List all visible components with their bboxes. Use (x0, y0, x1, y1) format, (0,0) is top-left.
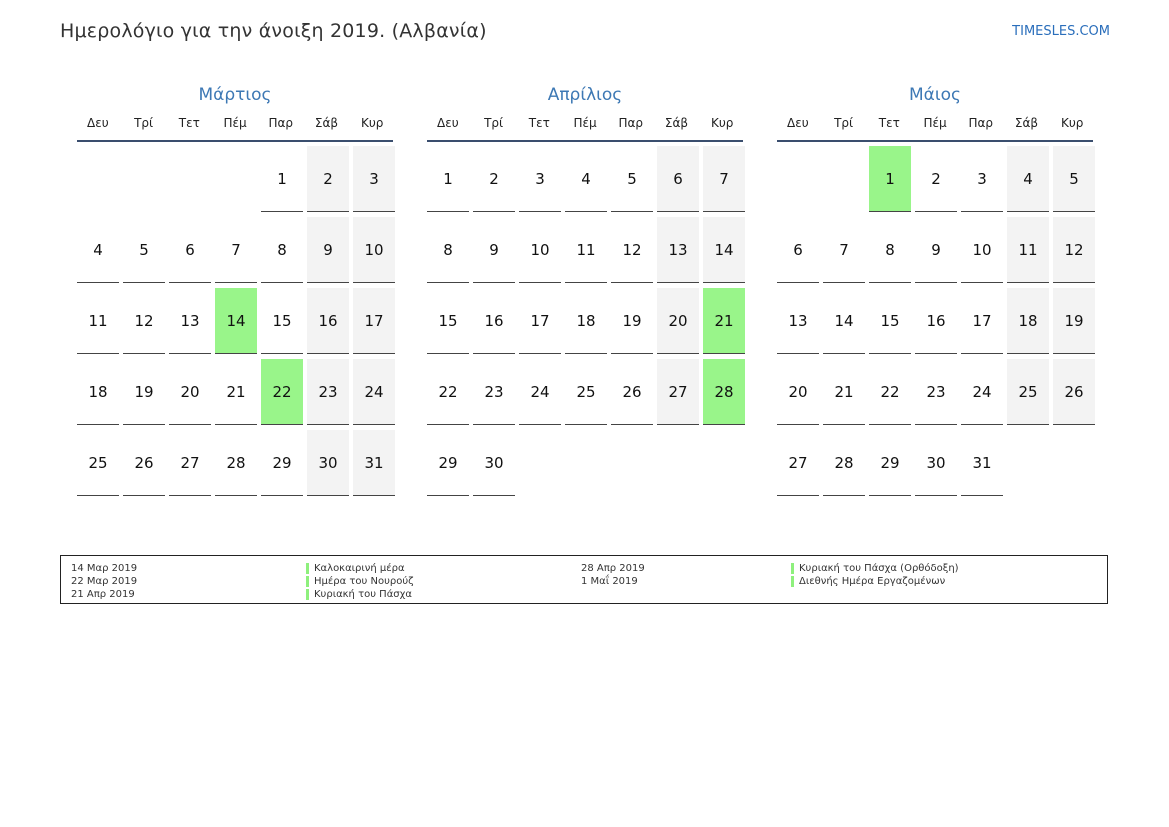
empty-cell (1007, 430, 1049, 496)
legend-name: Καλοκαιρινή μέρα (314, 563, 405, 574)
legend-names-left (306, 562, 414, 601)
day-cell[interactable]: 9 (915, 217, 957, 283)
legend-date: 22 Μαρ 2019 (71, 576, 138, 587)
legend-item (791, 575, 959, 588)
weekday-label: Κυρ (1060, 116, 1084, 130)
day-cell[interactable]: 22 (427, 359, 469, 425)
day-cell[interactable]: 10 (961, 217, 1003, 283)
day-cell[interactable]: 12 (611, 217, 653, 283)
weekday-label: Τετ (178, 116, 200, 130)
day-cell[interactable]: 22 (869, 359, 911, 425)
holiday-marker-icon (306, 589, 309, 600)
weekday-label: Δευ (437, 116, 459, 130)
day-cell[interactable]: 29 (869, 430, 911, 496)
day-cell[interactable]: 5 (123, 217, 165, 283)
day-cell[interactable]: 26 (1053, 359, 1095, 425)
day-cell[interactable]: 8 (427, 217, 469, 283)
day-cell[interactable]: 9 (473, 217, 515, 283)
day-cell[interactable]: 17 (519, 288, 561, 354)
day-cell[interactable]: 5 (1053, 146, 1095, 212)
day-cell[interactable]: 11 (1007, 217, 1049, 283)
month-may (777, 84, 1093, 496)
day-cell[interactable]: 12 (123, 288, 165, 354)
empty-cell (123, 146, 165, 212)
day-cell[interactable]: 21 (215, 359, 257, 425)
legend-date: 21 Απρ 2019 (71, 589, 135, 600)
empty-cell (823, 146, 865, 212)
legend-date: 28 Απρ 2019 (581, 563, 645, 574)
empty-cell (611, 430, 653, 496)
day-cell[interactable]: 10 (519, 217, 561, 283)
day-cell[interactable]: 4 (1007, 146, 1049, 212)
day-cell[interactable]: 19 (123, 359, 165, 425)
day-cell[interactable]: 9 (307, 217, 349, 283)
page-title: Ημερολόγιο για την άνοιξη 2019. (Αλβανία) (60, 20, 487, 42)
empty-cell (77, 146, 119, 212)
day-cell[interactable]: 26 (123, 430, 165, 496)
holiday-marker-icon (306, 563, 309, 574)
day-cell[interactable]: 20 (777, 359, 819, 425)
day-cell[interactable]: 14 (703, 217, 745, 283)
day-cell[interactable]: 29 (261, 430, 303, 496)
holiday-day-cell[interactable]: 22 (261, 359, 303, 425)
legend-name: Διεθνής Ημέρα Εργαζομένων (799, 576, 946, 587)
day-cell[interactable]: 7 (703, 146, 745, 212)
day-cell[interactable]: 24 (353, 359, 395, 425)
holiday-day-cell[interactable]: 1 (869, 146, 911, 212)
weekday-label: Τετ (528, 116, 550, 130)
weekday-label: Πέμ (573, 116, 597, 130)
weekday-label: Παρ (268, 116, 294, 130)
legend-date: 14 Μαρ 2019 (71, 563, 138, 574)
day-cell[interactable]: 25 (565, 359, 607, 425)
weekday-header (77, 114, 393, 142)
weekday-label: Σάβ (664, 116, 689, 130)
month-march (77, 84, 393, 496)
empty-cell (565, 430, 607, 496)
day-cell[interactable]: 19 (1053, 288, 1095, 354)
day-cell[interactable]: 17 (961, 288, 1003, 354)
day-cell[interactable]: 20 (657, 288, 699, 354)
legend-name: Κυριακή του Πάσχα (314, 589, 412, 600)
weekday-label: Παρ (968, 116, 994, 130)
day-cell[interactable]: 1 (427, 146, 469, 212)
holiday-day-cell[interactable]: 28 (703, 359, 745, 425)
empty-cell (215, 146, 257, 212)
day-cell[interactable]: 27 (657, 359, 699, 425)
legend-date: 1 Μαΐ 2019 (581, 576, 638, 587)
day-cell[interactable]: 11 (565, 217, 607, 283)
holiday-legend (60, 555, 1108, 604)
day-cell[interactable]: 30 (915, 430, 957, 496)
site-link[interactable]: TIMESLES.COM (1012, 24, 1110, 39)
month-title: Απρίλιος (547, 85, 623, 105)
day-cell[interactable]: 29 (427, 430, 469, 496)
day-cell[interactable]: 2 (307, 146, 349, 212)
holiday-marker-icon (306, 576, 309, 587)
day-cell[interactable]: 15 (427, 288, 469, 354)
weekday-label: Πέμ (923, 116, 947, 130)
weekday-label: Κυρ (360, 116, 384, 130)
day-cell[interactable]: 7 (215, 217, 257, 283)
day-cell[interactable]: 5 (611, 146, 653, 212)
day-grid (427, 146, 743, 496)
legend-name: Κυριακή του Πάσχα (Ορθόδοξη) (799, 563, 959, 574)
weekday-header (427, 114, 743, 142)
day-cell[interactable]: 30 (473, 430, 515, 496)
day-cell[interactable]: 26 (611, 359, 653, 425)
day-cell[interactable]: 18 (565, 288, 607, 354)
legend-dates-right (581, 562, 645, 588)
weekday-label: Τρί (484, 116, 504, 130)
day-cell[interactable]: 3 (961, 146, 1003, 212)
day-cell[interactable]: 11 (77, 288, 119, 354)
day-cell[interactable]: 6 (657, 146, 699, 212)
empty-cell (657, 430, 699, 496)
day-cell[interactable]: 16 (307, 288, 349, 354)
day-cell[interactable]: 17 (353, 288, 395, 354)
weekday-label: Δευ (87, 116, 109, 130)
legend-item (791, 562, 959, 575)
day-cell[interactable]: 13 (777, 288, 819, 354)
day-cell[interactable]: 2 (915, 146, 957, 212)
day-cell[interactable]: 31 (961, 430, 1003, 496)
day-cell[interactable]: 24 (519, 359, 561, 425)
day-cell[interactable]: 23 (307, 359, 349, 425)
weekday-label: Κυρ (710, 116, 734, 130)
holiday-marker-icon (791, 563, 794, 574)
month-title: Μάρτιος (198, 85, 272, 105)
day-cell[interactable]: 3 (353, 146, 395, 212)
day-cell[interactable]: 4 (565, 146, 607, 212)
day-cell[interactable]: 19 (611, 288, 653, 354)
holiday-day-cell[interactable]: 14 (215, 288, 257, 354)
day-cell[interactable]: 4 (77, 217, 119, 283)
empty-cell (1053, 430, 1095, 496)
empty-cell (777, 146, 819, 212)
weekday-label: Τετ (878, 116, 900, 130)
weekday-header (777, 114, 1093, 142)
day-grid (77, 146, 393, 496)
legend-item (306, 588, 414, 601)
day-cell[interactable]: 13 (657, 217, 699, 283)
day-cell[interactable]: 3 (519, 146, 561, 212)
day-cell[interactable]: 10 (353, 217, 395, 283)
day-cell[interactable]: 15 (261, 288, 303, 354)
day-cell[interactable]: 20 (169, 359, 211, 425)
day-cell[interactable]: 14 (823, 288, 865, 354)
day-cell[interactable]: 23 (915, 359, 957, 425)
day-cell[interactable]: 8 (869, 217, 911, 283)
day-cell[interactable]: 8 (261, 217, 303, 283)
empty-cell (519, 430, 561, 496)
day-cell[interactable]: 13 (169, 288, 211, 354)
holiday-day-cell[interactable]: 21 (703, 288, 745, 354)
empty-cell (703, 430, 745, 496)
day-cell[interactable]: 18 (77, 359, 119, 425)
day-cell[interactable]: 6 (169, 217, 211, 283)
day-cell[interactable]: 21 (823, 359, 865, 425)
weekday-label: Δευ (787, 116, 809, 130)
legend-dates-left (71, 562, 137, 601)
month-title: Μάιος (908, 85, 961, 105)
day-cell[interactable]: 15 (869, 288, 911, 354)
empty-cell (169, 146, 211, 212)
day-cell[interactable]: 23 (473, 359, 515, 425)
day-cell[interactable]: 30 (307, 430, 349, 496)
day-cell[interactable]: 31 (353, 430, 395, 496)
weekday-label: Πέμ (223, 116, 247, 130)
day-cell[interactable]: 27 (777, 430, 819, 496)
month-april (427, 84, 743, 496)
day-cell[interactable]: 28 (215, 430, 257, 496)
day-cell[interactable]: 16 (915, 288, 957, 354)
day-cell[interactable]: 1 (261, 146, 303, 212)
day-cell[interactable]: 2 (473, 146, 515, 212)
day-cell[interactable]: 25 (1007, 359, 1049, 425)
day-cell[interactable]: 27 (169, 430, 211, 496)
day-grid (777, 146, 1093, 496)
legend-names-right (791, 562, 959, 588)
day-cell[interactable]: 6 (777, 217, 819, 283)
legend-name: Ημέρα του Νουρούζ (314, 576, 414, 587)
legend-item (306, 562, 414, 575)
day-cell[interactable]: 25 (77, 430, 119, 496)
weekday-label: Τρί (834, 116, 854, 130)
weekday-label: Παρ (618, 116, 644, 130)
legend-item (306, 575, 414, 588)
holiday-marker-icon (791, 576, 794, 587)
day-cell[interactable]: 18 (1007, 288, 1049, 354)
day-cell[interactable]: 24 (961, 359, 1003, 425)
day-cell[interactable]: 16 (473, 288, 515, 354)
weekday-label: Σάβ (314, 116, 339, 130)
day-cell[interactable]: 12 (1053, 217, 1095, 283)
weekday-label: Σάβ (1014, 116, 1039, 130)
weekday-label: Τρί (134, 116, 154, 130)
day-cell[interactable]: 28 (823, 430, 865, 496)
day-cell[interactable]: 7 (823, 217, 865, 283)
